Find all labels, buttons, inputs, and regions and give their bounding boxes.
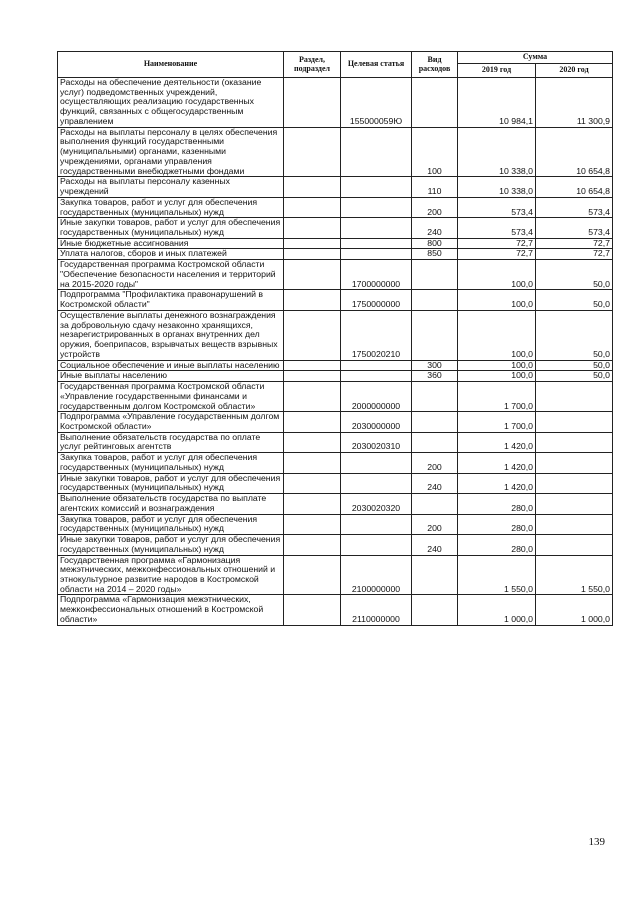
cell-kind bbox=[412, 78, 458, 128]
cell-2020: 50,0 bbox=[536, 260, 613, 290]
cell-2020: 1 550,0 bbox=[536, 555, 613, 595]
cell-section bbox=[284, 432, 341, 452]
cell-2020: 11 300,9 bbox=[536, 78, 613, 128]
cell-target bbox=[341, 177, 412, 197]
cell-section bbox=[284, 412, 341, 432]
cell-kind bbox=[412, 494, 458, 514]
cell-2020: 72,7 bbox=[536, 238, 613, 249]
table-row bbox=[58, 260, 613, 290]
cell-2019: 100,0 bbox=[458, 310, 536, 360]
cell-2019: 10 338,0 bbox=[458, 177, 536, 197]
cell-target bbox=[341, 127, 412, 177]
cell-section bbox=[284, 514, 341, 534]
cell-section bbox=[284, 555, 341, 595]
table-row bbox=[58, 197, 613, 217]
cell-name: Уплата налогов, сборов и иных платежей bbox=[58, 249, 284, 260]
cell-name: Социальное обеспечение и иные выплаты населению bbox=[58, 360, 284, 371]
table-row bbox=[58, 249, 613, 260]
cell-section bbox=[284, 453, 341, 473]
cell-2020: 72,7 bbox=[536, 249, 613, 260]
cell-kind: 850 bbox=[412, 249, 458, 260]
cell-section bbox=[284, 290, 341, 310]
cell-kind: 200 bbox=[412, 197, 458, 217]
cell-kind: 110 bbox=[412, 177, 458, 197]
cell-section bbox=[284, 127, 341, 177]
cell-2020 bbox=[536, 494, 613, 514]
cell-section bbox=[284, 238, 341, 249]
cell-2020 bbox=[536, 453, 613, 473]
cell-target bbox=[341, 238, 412, 249]
cell-2020: 573,4 bbox=[536, 197, 613, 217]
header-target: Целевая статья bbox=[341, 52, 412, 78]
cell-section bbox=[284, 382, 341, 412]
cell-name: Закупка товаров, работ и услуг для обеспечения государственных (муниципальных) нужд bbox=[58, 514, 284, 534]
cell-2020: 50,0 bbox=[536, 360, 613, 371]
cell-kind bbox=[412, 555, 458, 595]
table-row bbox=[58, 238, 613, 249]
table-row bbox=[58, 360, 613, 371]
cell-2019: 100,0 bbox=[458, 260, 536, 290]
cell-2019: 100,0 bbox=[458, 290, 536, 310]
budget-table bbox=[57, 51, 613, 626]
cell-2019: 280,0 bbox=[458, 514, 536, 534]
cell-2020: 10 654,8 bbox=[536, 177, 613, 197]
cell-kind: 100 bbox=[412, 127, 458, 177]
table-row bbox=[58, 595, 613, 625]
cell-target: 1750020210 bbox=[341, 310, 412, 360]
cell-name: Подпрограмма «Гармонизация межэтнических, межконфессиональных отношений в Костромской области» bbox=[58, 595, 284, 625]
cell-2020 bbox=[536, 412, 613, 432]
table-row bbox=[58, 78, 613, 128]
cell-2019: 573,4 bbox=[458, 197, 536, 217]
table-header bbox=[58, 52, 613, 78]
cell-target: 2030020310 bbox=[341, 432, 412, 452]
cell-target: 155000059Ю bbox=[341, 78, 412, 128]
cell-kind: 200 bbox=[412, 514, 458, 534]
cell-2020 bbox=[536, 432, 613, 452]
cell-target bbox=[341, 249, 412, 260]
cell-section bbox=[284, 595, 341, 625]
header-2020: 2020 год bbox=[536, 64, 613, 78]
cell-section bbox=[284, 494, 341, 514]
table-row bbox=[58, 432, 613, 452]
cell-name: Иные выплаты населению bbox=[58, 371, 284, 382]
cell-section bbox=[284, 310, 341, 360]
cell-kind bbox=[412, 382, 458, 412]
header-sum: Сумма bbox=[458, 52, 613, 64]
cell-name: Выполнение обязательств государства по выплате агентских комиссий и вознаграждения bbox=[58, 494, 284, 514]
cell-2019: 72,7 bbox=[458, 238, 536, 249]
cell-name: Закупка товаров, работ и услуг для обеспечения государственных (муниципальных) нужд bbox=[58, 197, 284, 217]
cell-target: 2100000000 bbox=[341, 555, 412, 595]
table-row bbox=[58, 514, 613, 534]
cell-2020: 1 000,0 bbox=[536, 595, 613, 625]
cell-2019: 1 700,0 bbox=[458, 382, 536, 412]
cell-kind: 200 bbox=[412, 453, 458, 473]
cell-section bbox=[284, 473, 341, 493]
table-row bbox=[58, 371, 613, 382]
table-row bbox=[58, 555, 613, 595]
cell-section bbox=[284, 371, 341, 382]
cell-target bbox=[341, 197, 412, 217]
header-section: Раздел, подраздел bbox=[284, 52, 341, 78]
cell-name: Расходы на выплаты персоналу казенных учреждений bbox=[58, 177, 284, 197]
header-2019: 2019 год bbox=[458, 64, 536, 78]
cell-target: 1750000000 bbox=[341, 290, 412, 310]
cell-2019: 1 420,0 bbox=[458, 432, 536, 452]
cell-2020 bbox=[536, 514, 613, 534]
cell-section bbox=[284, 177, 341, 197]
cell-name: Расходы на обеспечение деятельности (оказание услуг) подведомственных учреждений, осуществляющих реализацию государственных функций, связанных с общегосударственным управлением bbox=[58, 78, 284, 128]
cell-2019: 280,0 bbox=[458, 494, 536, 514]
table-row bbox=[58, 310, 613, 360]
cell-kind: 800 bbox=[412, 238, 458, 249]
cell-kind bbox=[412, 412, 458, 432]
cell-name: Иные бюджетные ассигнования bbox=[58, 238, 284, 249]
cell-kind: 240 bbox=[412, 535, 458, 555]
cell-name: Подпрограмма «Управление государственным долгом Костромской области» bbox=[58, 412, 284, 432]
cell-target bbox=[341, 514, 412, 534]
cell-2020 bbox=[536, 382, 613, 412]
cell-2019: 573,4 bbox=[458, 218, 536, 238]
table-row bbox=[58, 382, 613, 412]
cell-kind bbox=[412, 260, 458, 290]
cell-name: Государственная программа Костромской области "Обеспечение безопасности населения и территорий на 2015-2020 годы" bbox=[58, 260, 284, 290]
cell-kind: 240 bbox=[412, 218, 458, 238]
cell-section bbox=[284, 197, 341, 217]
cell-name: Выполнение обязательств государства по оплате услуг рейтинговых агентств bbox=[58, 432, 284, 452]
cell-2019: 72,7 bbox=[458, 249, 536, 260]
cell-kind bbox=[412, 310, 458, 360]
cell-target bbox=[341, 453, 412, 473]
cell-section bbox=[284, 260, 341, 290]
table-row bbox=[58, 453, 613, 473]
table-row bbox=[58, 412, 613, 432]
cell-2020 bbox=[536, 473, 613, 493]
cell-name: Расходы на выплаты персоналу в целях обеспечения выполнения функций государственными (муниципальными) органами, казенными учреждениями, органами управления государственными внебюджетными фондами bbox=[58, 127, 284, 177]
table-row bbox=[58, 494, 613, 514]
cell-2019: 1 420,0 bbox=[458, 453, 536, 473]
table-row bbox=[58, 473, 613, 493]
page-number: 139 bbox=[588, 836, 605, 848]
cell-target: 2030000000 bbox=[341, 412, 412, 432]
cell-section bbox=[284, 249, 341, 260]
table-row bbox=[58, 535, 613, 555]
cell-2019: 1 420,0 bbox=[458, 473, 536, 493]
table-row bbox=[58, 127, 613, 177]
cell-section bbox=[284, 78, 341, 128]
cell-kind bbox=[412, 595, 458, 625]
cell-2019: 10 338,0 bbox=[458, 127, 536, 177]
cell-target bbox=[341, 371, 412, 382]
cell-target bbox=[341, 535, 412, 555]
cell-name: Иные закупки товаров, работ и услуг для обеспечения государственных (муниципальных) нужд bbox=[58, 473, 284, 493]
cell-target: 2030020320 bbox=[341, 494, 412, 514]
header-kind: Вид расходов bbox=[412, 52, 458, 78]
cell-2020: 50,0 bbox=[536, 371, 613, 382]
cell-2019: 100,0 bbox=[458, 371, 536, 382]
cell-target: 1700000000 bbox=[341, 260, 412, 290]
cell-target bbox=[341, 360, 412, 371]
cell-2020: 10 654,8 bbox=[536, 127, 613, 177]
cell-name: Закупка товаров, работ и услуг для обеспечения государственных (муниципальных) нужд bbox=[58, 453, 284, 473]
cell-kind: 360 bbox=[412, 371, 458, 382]
cell-2020 bbox=[536, 535, 613, 555]
cell-section bbox=[284, 218, 341, 238]
cell-target bbox=[341, 218, 412, 238]
cell-2019: 1 000,0 bbox=[458, 595, 536, 625]
cell-2020: 50,0 bbox=[536, 310, 613, 360]
table-row bbox=[58, 177, 613, 197]
cell-2020: 573,4 bbox=[536, 218, 613, 238]
cell-name: Иные закупки товаров, работ и услуг для обеспечения государственных (муниципальных) нужд bbox=[58, 218, 284, 238]
cell-2020: 50,0 bbox=[536, 290, 613, 310]
cell-target: 2000000000 bbox=[341, 382, 412, 412]
table-body bbox=[58, 78, 613, 626]
cell-name: Иные закупки товаров, работ и услуг для обеспечения государственных (муниципальных) нужд bbox=[58, 535, 284, 555]
cell-kind bbox=[412, 290, 458, 310]
cell-section bbox=[284, 360, 341, 371]
table-row bbox=[58, 218, 613, 238]
cell-kind: 240 bbox=[412, 473, 458, 493]
cell-name: Государственная программа Костромской области «Управление государственными финансами и государственным долгом Костромской области» bbox=[58, 382, 284, 412]
cell-2019: 100,0 bbox=[458, 360, 536, 371]
header-name: Наименование bbox=[58, 52, 284, 78]
table-row bbox=[58, 290, 613, 310]
cell-target bbox=[341, 473, 412, 493]
cell-kind bbox=[412, 432, 458, 452]
cell-2019: 1 550,0 bbox=[458, 555, 536, 595]
cell-name: Государственная программа «Гармонизация межэтнических, межконфессиональных отношений и этнокультурное развитие народов в Костромской области на 2014 – 2020 годы» bbox=[58, 555, 284, 595]
cell-2019: 280,0 bbox=[458, 535, 536, 555]
cell-target: 2110000000 bbox=[341, 595, 412, 625]
cell-2019: 1 700,0 bbox=[458, 412, 536, 432]
cell-section bbox=[284, 535, 341, 555]
cell-2019: 10 984,1 bbox=[458, 78, 536, 128]
cell-kind: 300 bbox=[412, 360, 458, 371]
cell-name: Подпрограмма "Профилактика правонарушений в Костромской области" bbox=[58, 290, 284, 310]
cell-name: Осуществление выплаты денежного вознаграждения за добровольную сдачу незаконно хранящихся, незарегистрированных в органах внутренних дел оружия, боеприпасов, взрывчатых веществ взрывных устройств bbox=[58, 310, 284, 360]
